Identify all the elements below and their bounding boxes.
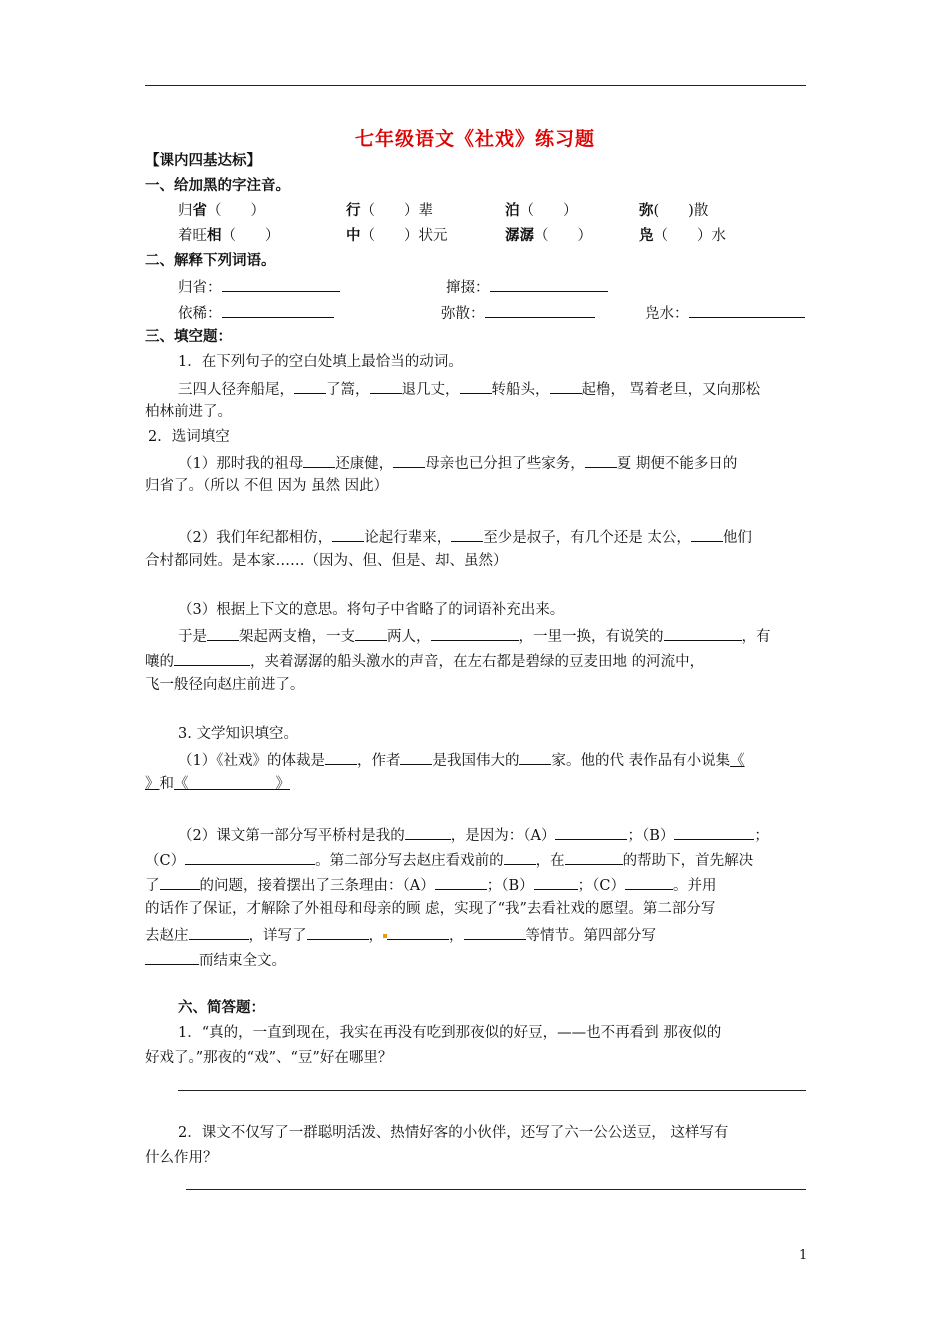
pinyin-item: 弥( )散: [639, 202, 709, 219]
definition-item: 归省：: [178, 277, 340, 297]
answer-blank[interactable]: [431, 626, 519, 641]
answer-blank[interactable]: [490, 277, 608, 292]
pinyin-item: 潺潺（ ）: [505, 227, 592, 244]
answer-blank[interactable]: [485, 303, 595, 318]
answer-blank[interactable]: [625, 875, 673, 890]
answer-blank[interactable]: [504, 850, 536, 865]
section-1-heading: 一、给加黑的字注音。: [145, 178, 290, 194]
answer-blank[interactable]: [174, 651, 250, 666]
answer-line[interactable]: [186, 1189, 806, 1190]
fill-line: 了 的问题，接着摆出了三条理由：（A） ；（B） ；（C） 。并用: [145, 875, 717, 895]
fill-line: 合村都同姓。是本家……（因为、但、但是、却、虽然）: [145, 553, 508, 569]
answer-blank[interactable]: [387, 925, 449, 940]
answer-blank[interactable]: [160, 875, 200, 890]
fill-line: （1）那时我的祖母 还康健， 母亲也已分担了些家务， 夏 期便不能多日的: [178, 453, 737, 473]
answer-blank[interactable]: [689, 303, 805, 318]
answer-blank[interactable]: [393, 453, 425, 468]
definition-item: 撺掇：: [446, 277, 608, 297]
question-text: 2．课文不仅写了一群聪明活泼、热情好客的小伙伴，还写了六一公公送豆， 这样写有: [178, 1125, 729, 1141]
answer-blank[interactable]: [355, 626, 387, 641]
pinyin-item: 凫（ ）水: [639, 227, 726, 244]
answer-blank[interactable]: [370, 379, 402, 394]
section-2-heading: 二、解释下列词语。: [145, 253, 276, 269]
fill-line: 而结束全文。: [145, 950, 286, 970]
definition-item: 依稀：: [178, 303, 334, 323]
answer-blank[interactable]: [207, 626, 239, 641]
answer-blank[interactable]: [325, 750, 357, 765]
fill-line: 飞一般径向赵庄前进了。: [145, 677, 305, 693]
pinyin-item: 泊（ ）: [505, 202, 578, 219]
definition-item: 凫水：: [645, 303, 805, 323]
answer-blank[interactable]: [691, 527, 723, 542]
section-tag: 【课内四基达标】: [145, 153, 261, 169]
pinyin-item: 归省（ ）: [178, 202, 265, 219]
fill-line: （2）我们年纪都相仿， 论起行辈来， 至少是叔子，有几个还是 太公， 他们: [178, 527, 752, 547]
question-prompt: 3. 文学知识填空。: [178, 726, 298, 742]
answer-blank[interactable]: [307, 925, 369, 940]
fill-line: （C） 。第二部分写去赵庄看戏前的 ，在 的帮助下，首先解决: [145, 850, 753, 870]
answer-blank[interactable]: [222, 303, 334, 318]
answer-blank[interactable]: [550, 379, 582, 394]
answer-blank[interactable]: [585, 453, 617, 468]
answer-blank[interactable]: [303, 453, 335, 468]
question-text: 什么作用？: [145, 1150, 218, 1166]
answer-blank[interactable]: [145, 950, 199, 965]
answer-blank[interactable]: [664, 626, 742, 641]
answer-blank[interactable]: [435, 875, 487, 890]
answer-blank[interactable]: [451, 527, 483, 542]
answer-blank[interactable]: [294, 379, 326, 394]
answer-blank[interactable]: [555, 825, 627, 840]
answer-blank[interactable]: [460, 379, 492, 394]
answer-blank[interactable]: [189, 925, 249, 940]
header-rule: [145, 85, 806, 86]
fill-line: 柏林前进了。: [145, 404, 232, 420]
question-prompt: 1．在下列句子的空白处填上最恰当的动词。: [178, 354, 463, 370]
answer-blank[interactable]: [332, 527, 364, 542]
answer-blank[interactable]: [519, 750, 551, 765]
question-text: 1．“真的，一直到现在，我实在再没有吃到那夜似的好豆，——也不再看到 那夜似的: [178, 1025, 722, 1041]
page-number: 1: [799, 1248, 808, 1263]
fill-line: 归省了。（所以 不但 因为 虽然 因此）: [145, 478, 389, 494]
fill-line: （1）《社戏》的体裁是 ，作者 是我国伟大的 家。他的代 表作品有小说集《: [178, 750, 745, 770]
fill-line: 去赵庄 ，详写了 ， ， 等情节。第四部分写: [145, 925, 656, 945]
fill-line: （2）课文第一部分写平桥村是我的 ，是因为：（A） ；（B） ；: [178, 825, 769, 845]
question-prompt: 2．选词填空: [148, 429, 230, 445]
fill-line: 于是 架起两支橹，一支 两人， ，一里一换，有说笑的 ，有: [178, 626, 771, 646]
answer-blank[interactable]: [674, 825, 754, 840]
answer-blank[interactable]: [405, 825, 451, 840]
answer-blank[interactable]: [185, 850, 315, 865]
answer-blank[interactable]: [565, 850, 623, 865]
answer-blank[interactable]: [534, 875, 578, 890]
pinyin-item: 中（ ）状元: [346, 227, 448, 244]
fill-line: 》和《 》: [145, 776, 290, 792]
fill-line: 嚷的 ，夹着潺潺的船头激水的声音，在左右都是碧绿的豆麦田地 的河流中，: [145, 651, 704, 671]
answer-blank[interactable]: [464, 925, 526, 940]
pinyin-item: 行（ ）辈: [346, 202, 433, 219]
question-text: 好戏了。”那夜的“戏”、“豆”好在哪里？: [145, 1050, 393, 1066]
answer-line[interactable]: [178, 1090, 806, 1091]
answer-blank[interactable]: [222, 277, 340, 292]
fill-line: 的话作了保证，才解除了外祖母和母亲的顾 虑，实现了“我”去看社戏的愿望。第二部分写: [145, 901, 716, 917]
pinyin-item: 着旺相（ ）: [178, 227, 280, 244]
section-6-heading: 六、简答题：: [178, 1000, 265, 1016]
section-3-heading: 三、填空题：: [145, 329, 232, 345]
fill-line: 三四人径奔船尾， 了篙， 退几丈， 转船头， 起橹， 骂着老旦，又向那松: [178, 379, 760, 399]
page-title: 七年级语文《社戏》练习题: [354, 128, 595, 150]
answer-blank[interactable]: [400, 750, 432, 765]
definition-item: 弥散：: [441, 303, 595, 323]
question-prompt: （3）根据上下文的意思。将句子中省略了的词语补充出来。: [178, 602, 565, 618]
